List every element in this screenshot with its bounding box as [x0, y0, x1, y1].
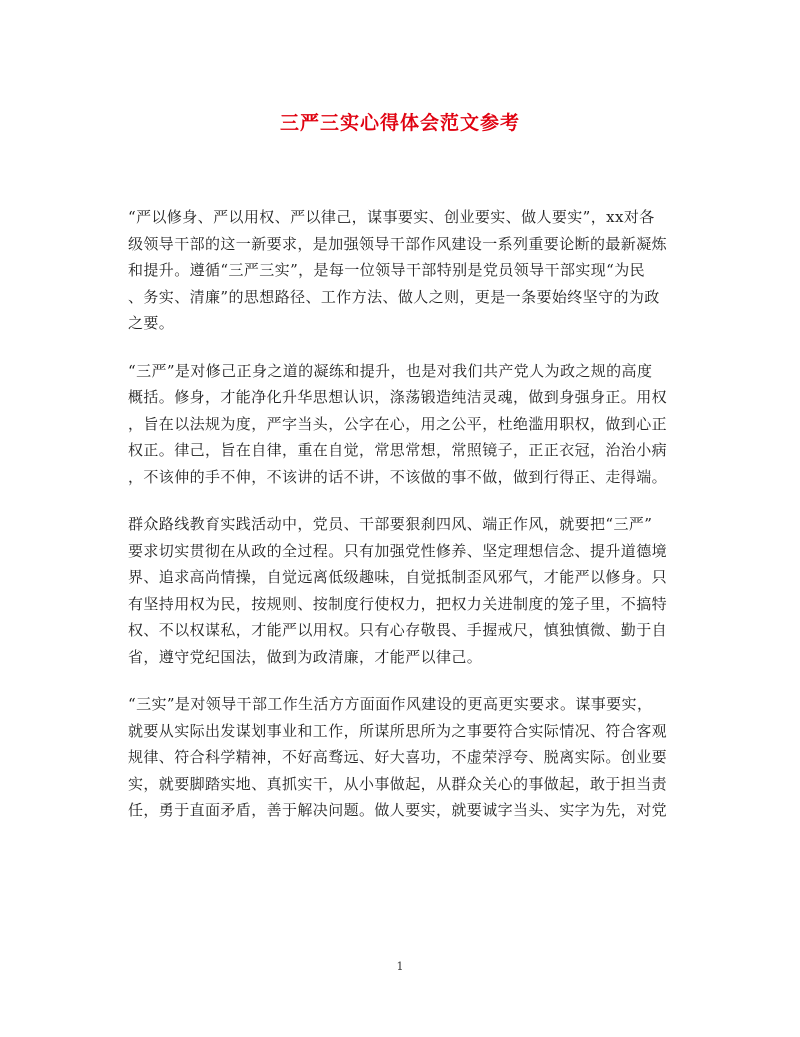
text-line: 权、不以权谋私，才能严以用权。只有心存敬畏、手握戒尺，慎独慎微、勤于自: [128, 621, 668, 639]
text-line: ，旨在以法规为度，严字当头，公字在心，用之公平，杜绝滥用职权，做到心正: [128, 414, 668, 433]
document-title: 三严三实心得体会范文参考: [279, 112, 520, 134]
text-line: ，不该伸的手不伸，不该讲的话不讲，不该做的事不做，做到行得正、走得端。: [128, 467, 668, 486]
text-line: 规律、符合科学精神，不好高骛远、好大喜功，不虚荣浮夸、脱离实际。创业要: [128, 748, 668, 766]
text-line: 界、追求高尚情操，自觉远离低级趣味，自觉抵制歪风邪气，才能严以修身。只: [128, 568, 668, 586]
paragraph-4: [128, 691, 674, 824]
text-line: 、务实、清廉”的思想路径、工作方法、做人之则，更是一条要始终坚守的为政: [128, 287, 660, 306]
text-line: 要求切实贯彻在从政的全过程。只有加强党性修养、坚定理想信念、提升道德境: [128, 541, 668, 560]
text-line: “三严”是对修己正身之道的凝练和提升，也是对我们共产党人为政之规的高度: [128, 361, 653, 380]
paragraph-3: [128, 511, 674, 670]
text-line: 就要从实际出发谋划事业和工作，所谋所思所为之事要符合实际情况、符合客观: [128, 721, 668, 740]
text-line: 级领导干部的这一新要求，是加强领导干部作风建设一系列重要论断的最新凝炼: [128, 234, 668, 253]
text-line: 概括。修身，才能净化升华思想认识，涤荡锻造纯洁灵魂，做到身强身正。用权: [128, 388, 668, 406]
paragraph-2: [128, 358, 674, 491]
page-number: 1: [396, 960, 404, 973]
text-line: 权正。律己，旨在自律，重在自觉，常思常想，常照镜子，正正衣冠，治治小病: [128, 441, 668, 459]
text-line: 有坚持用权为民，按规则、按制度行使权力，把权力关进制度的笼子里，不搞特: [128, 594, 668, 613]
text-line: 任，勇于直面矛盾，善于解决问题。做人要实，就要诚字当头、实字为先，对党: [128, 801, 668, 819]
text-line: 省，遵守党纪国法，做到为政清廉，才能严以律己。: [128, 647, 483, 666]
paragraph-1: [128, 204, 674, 337]
document-body: [128, 204, 674, 845]
text-line: 实，就要脚踏实地、真抓实干，从小事做起，从群众关心的事做起，敢于担当责: [128, 774, 668, 793]
text-line: “三实”是对领导干部工作生活方方面面作风建设的更高更实要求。谋事要实，: [128, 695, 653, 713]
text-line: 和提升。遵循“三严三实”，是每一位领导干部特别是党员领导干部实现“为民: [128, 261, 646, 279]
text-line: “严以修身、严以用权、严以律己，谋事要实、创业要实、做人要实”，xx对各: [128, 208, 655, 226]
text-line: 群众路线教育实践活动中，党员、干部要狠刹四风、端正作风，就要把“三严”: [128, 515, 653, 533]
text-line: 之要。: [128, 314, 175, 332]
